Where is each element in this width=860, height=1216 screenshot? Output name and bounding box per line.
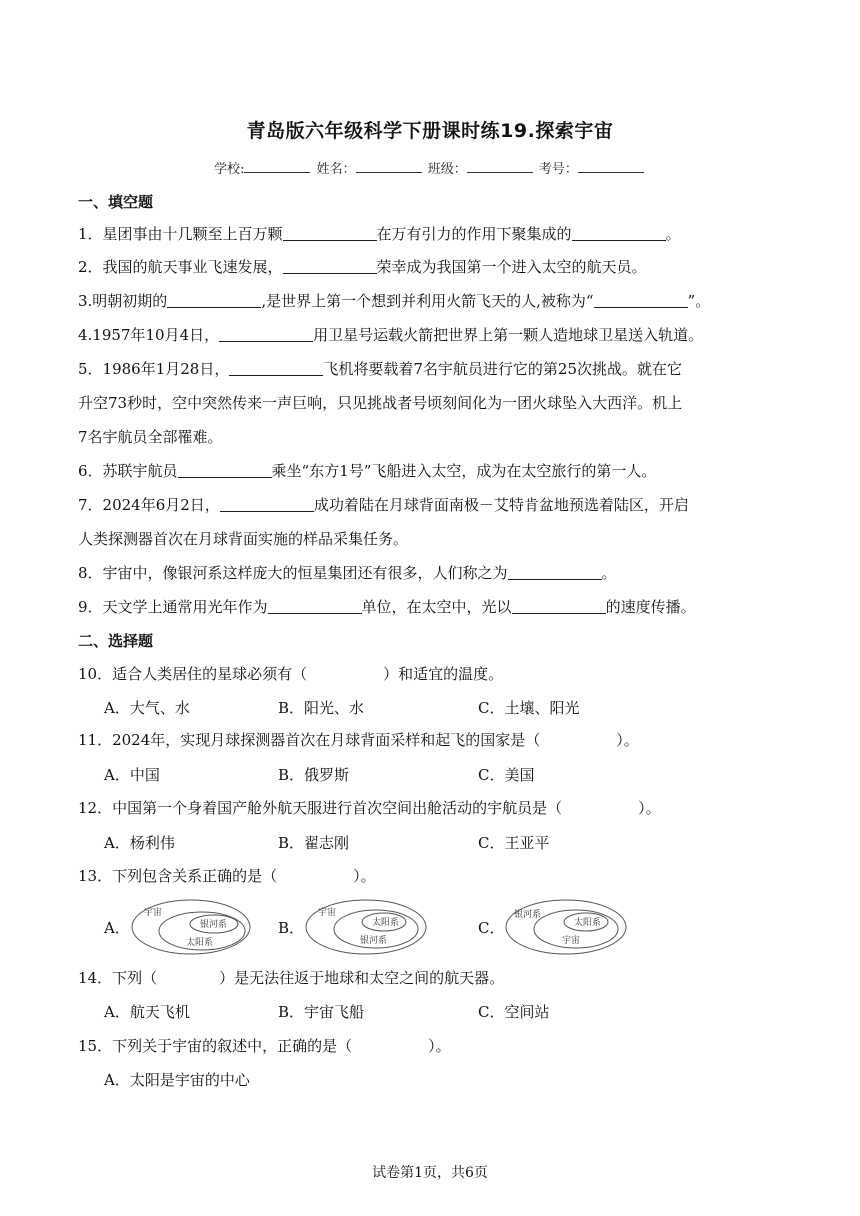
q10-text-b: ）和适宜的温度。 [383,665,504,683]
section-fill-blank-heading: 一、填空题 [78,193,154,211]
q13-text-b: ）。 [353,867,376,885]
class-label: 班级： [427,162,467,177]
q14-option-b[interactable]: B．宇宙飞船 [278,1003,365,1021]
q7-line-2: 人类探测器首次在月球背面实施的样品采集任务。 [78,530,409,548]
q13-diagram-c[interactable] [504,898,628,956]
class-field[interactable] [467,160,533,173]
q6-text-a: 6．苏联宇航员 [78,462,178,480]
question-11 [78,723,782,757]
number-field[interactable] [578,160,644,173]
diagram-c-mid-label: 宇宙 [562,936,581,946]
q15-option-a[interactable]: A．太阳是宇宙的中心 [104,1071,250,1089]
q13-diagram-a[interactable] [130,898,252,956]
q15-text-b: ）。 [428,1037,451,1055]
q3-text-b: ,是世界上第一个想到并利用火箭飞天的人,被称为“ [261,292,594,310]
q1-blank-1[interactable] [283,224,377,241]
q13-diagram-b[interactable] [304,898,428,956]
diagram-c-inner-label: 太阳系 [574,918,602,928]
question-14 [78,961,782,995]
q1-blank-2[interactable] [572,224,666,241]
q14-text-b: ）是无法往返于地球和太空之间的航天器。 [219,969,505,987]
student-info-line [0,158,860,177]
school-label: 学校: [214,162,245,177]
q6-text-b: 乘坐“东方1号”飞船进入太空，成为在太空旅行的第一人。 [271,462,657,480]
q3-blank-2[interactable] [594,291,688,308]
question-2 [78,250,782,284]
diagram-a-inner-label: 银河系 [200,920,228,930]
q6-blank-1[interactable] [178,461,272,478]
q3-blank-1[interactable] [167,291,261,308]
question-10 [78,657,782,691]
q10-text-a: 10．适合人类居住的星球必须有（ [78,665,308,683]
name-field[interactable] [356,160,422,173]
name-label: 姓名： [316,162,356,177]
diagram-b-outer-label: 宇宙 [318,908,337,918]
q5-line-2: 升空73秒时，空中突然传来一声巨响，只见挑战者号顷刻间化为一团火球坠入大西洋。机上 [78,394,683,412]
diagram-a-outer-label: 宇宙 [144,908,163,918]
q7-text-a: 7．2024年6月2日， [78,496,220,514]
q1-text-b: 在万有引力的作用下聚集成的 [376,225,572,243]
question-1 [78,217,782,251]
q12-text-b: ）。 [638,799,661,817]
q9-blank-2[interactable] [512,597,606,614]
q11-option-b[interactable]: B．俄罗斯 [278,766,350,784]
q8-text-a: 8．宇宙中，像银河系这样庞大的恒星集团还有很多，人们称之为 [78,564,508,582]
q9-text-b: 单位，在太空中，光以 [361,598,512,616]
q11-option-c[interactable]: C．美国 [478,766,535,784]
q13-option-c[interactable]: C． [478,919,505,937]
q5-blank-1[interactable] [229,359,323,376]
q1-text-c: 。 [665,225,681,243]
q4-text-b: 用卫星号运载火箭把世界上第一颗人造地球卫星送入轨道。 [313,326,704,344]
q12-option-a[interactable]: A．杨利伟 [104,834,175,852]
q8-text-b: 。 [601,564,617,582]
question-9 [78,590,782,624]
q5-text-b: 飞机将要载着7名宇航员进行它的第25次挑战。就在它 [323,360,682,378]
q2-blank-1[interactable] [283,257,377,274]
q14-option-a[interactable]: A．航天飞机 [104,1003,190,1021]
q13-option-a[interactable]: A． [104,919,130,937]
q15-text-a: 15．下列关于宇宙的叙述中，正确的是（ [78,1037,353,1055]
q8-blank-1[interactable] [508,563,602,580]
q4-blank-1[interactable] [219,325,313,342]
diagram-c-outer-label: 银河系 [514,910,542,920]
question-5 [78,352,782,454]
q9-text-a: 9．天文学上通常用光年作为 [78,598,268,616]
q14-text-a: 14．下列（ [78,969,158,987]
q3-text-a: 3.明朝初期的 [78,292,168,310]
page-title: 青岛版六年级科学下册课时练19.探索宇宙 [246,120,614,142]
number-label: 考号： [538,162,578,177]
question-6 [78,454,782,488]
q10-option-c[interactable]: C．土壤、阳光 [478,699,580,717]
q12-text-a: 12．中国第一个身着国产舱外航天服进行首次空间出舱活动的宇航员是（ [78,799,563,817]
q9-text-c: 的速度传播。 [605,598,696,616]
question-15 [78,1029,782,1063]
question-3 [78,284,782,318]
q7-blank-1[interactable] [220,495,314,512]
q11-text-b: ）。 [616,731,639,749]
q4-text-a: 4.1957年10月4日， [78,326,220,344]
question-8 [78,556,782,590]
diagram-a-mid-label: 太阳系 [186,938,214,948]
q7-text-b: 成功着陆在月球背面南极－艾特肯盆地预选着陆区，开启 [313,496,689,514]
school-field[interactable] [244,160,310,173]
question-13 [78,859,782,893]
q2-text-b: 荣幸成为我国第一个进入太空的航天员。 [376,258,647,276]
question-7 [78,488,782,556]
q13-option-b[interactable]: B． [278,919,305,937]
q12-option-b[interactable]: B．翟志刚 [278,834,350,852]
q14-option-c[interactable]: C．空间站 [478,1003,550,1021]
q5-text-a: 5．1986年1月28日， [78,360,230,378]
q10-option-b[interactable]: B．阳光、水 [278,699,365,717]
q1-text-a: 1．星团事由十几颗至上百万颗 [78,225,283,243]
q12-option-c[interactable]: C．王亚平 [478,834,550,852]
question-12 [78,791,782,825]
q3-text-c: ”。 [687,292,711,310]
section-choice-heading: 二、选择题 [78,632,154,650]
q11-text-a: 11．2024年，实现月球探测器首次在月球背面采样和起飞的国家是（ [78,731,541,749]
diagram-b-inner-label: 太阳系 [372,918,400,928]
q13-text-a: 13．下列包含关系正确的是（ [78,867,278,885]
diagram-b-mid-label: 银河系 [360,936,388,946]
page-footer: 试卷第1页，共6页 [372,1165,488,1181]
q5-line-3: 7名宇航员全部罹难。 [78,428,223,446]
question-4 [78,318,782,352]
q9-blank-1[interactable] [268,597,362,614]
q10-option-a[interactable]: A．大气、水 [104,699,190,717]
q11-option-a[interactable]: A．中国 [104,766,160,784]
q2-text-a: 2．我国的航天事业飞速发展， [78,258,283,276]
